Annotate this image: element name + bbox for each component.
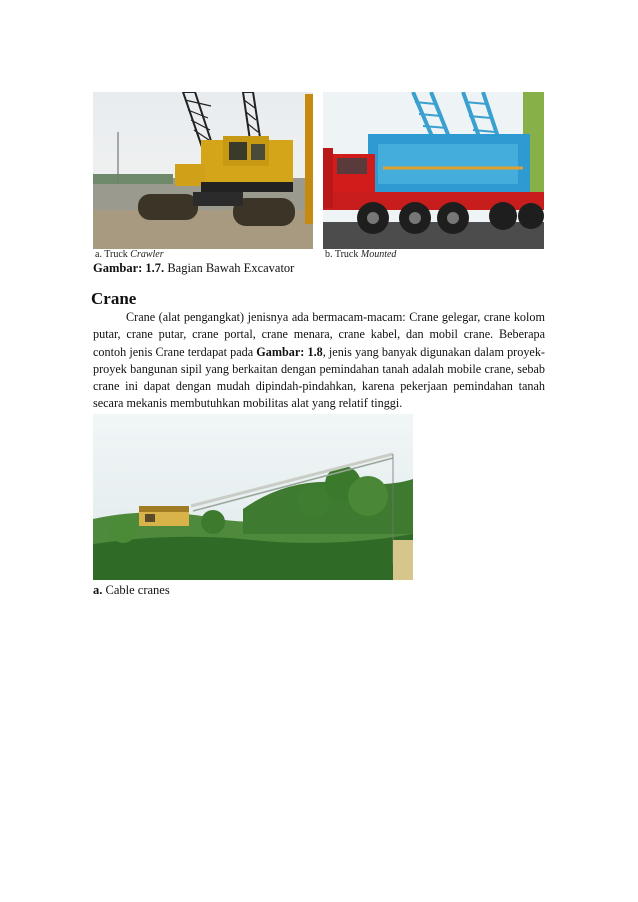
photo-a-label (95, 249, 164, 260)
photo-b-label (325, 249, 396, 260)
photo-truck-crawler (93, 92, 313, 249)
section-paragraph (93, 309, 545, 413)
photo-truck-mounted (323, 92, 544, 249)
paragraph-figure-ref: Gambar: 1.8 (256, 344, 323, 359)
figure-caption-number: Gambar: 1.7. (93, 261, 165, 275)
photo-b-label-italic: Mounted (360, 249, 397, 260)
section-heading: Crane (91, 289, 137, 308)
figure-caption-1-7 (93, 261, 294, 276)
figure-caption-cable-cranes (93, 583, 170, 598)
photo-cable-crane (93, 414, 413, 580)
cable-cranes-caption-letter: a. (93, 583, 103, 597)
paragraph-part-1: Crane (alat pengangkat) jenisnya ada bermacam-macam: Crane gelegar, crane kolom putar, crane putar, crane portal, crane menara, crane kabel, dan mobil crane. Beberapa contoh jenis Crane terdapat pada (93, 310, 545, 359)
photo-a-label-prefix: a. Truck (95, 249, 131, 260)
paragraph-part-2: , jenis yang banyak digunakan dalam proyek-proyek bangunan sipil yang berkaitan dengan pemindahan tanah adalah mobile crane, sebab crane ini dapat dengan mudah dipindah-pindahkan, karena pekerjaan pemindahan tanah secara mekanis membutuhkan mobilitas alat yang relatif tinggi. (93, 344, 545, 411)
cable-cranes-caption-text: Cable cranes (102, 583, 170, 597)
photo-b-label-prefix: b. Truck (325, 249, 361, 260)
figure-caption-text: Bagian Bawah Excavator (164, 261, 295, 275)
photo-a-label-italic: Crawler (130, 249, 164, 260)
